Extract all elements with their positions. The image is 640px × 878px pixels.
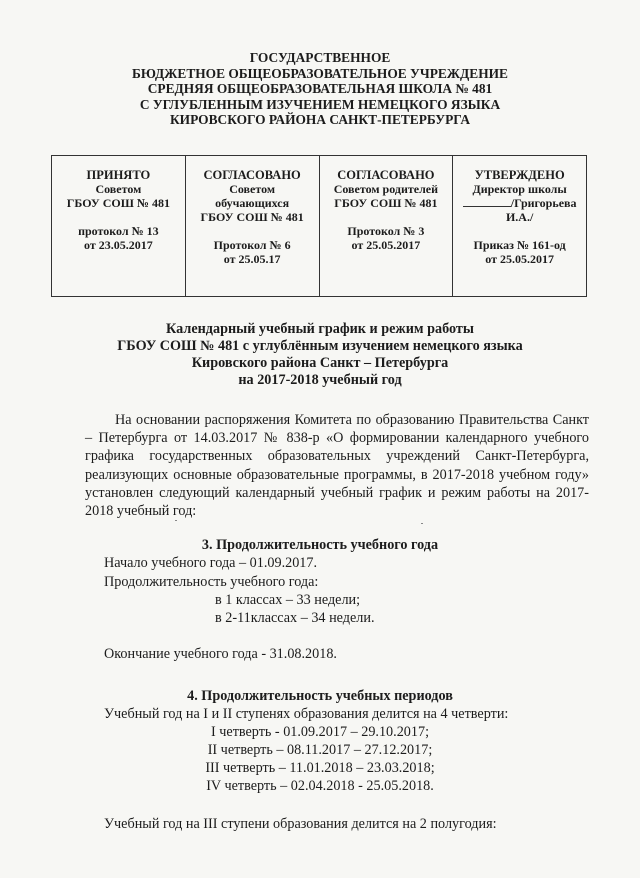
approval-line: И.А./ <box>505 210 534 224</box>
intro-paragraph: На основании распоряжения Комитета по образованию Правительства Санкт – Петербурга от 14.03.2017 № 838-р «О формировании календарного учебного графика государственных образовательных учреждений Санкт-Петербурга, реализующих основные образовательные программы, в 2017-2018 учебном году» установлен следующий календарный учебный график и режим работы на 2017-2018 учебный год: <box>85 412 589 520</box>
section4-heading: 4. Продолжительность учебных периодов <box>187 688 453 704</box>
approval-line: Советом родителей <box>333 182 439 196</box>
approval-accepted <box>52 156 186 297</box>
year-duration-label: Продолжительность учебного года: <box>104 574 319 590</box>
approval-parents-council <box>319 156 453 297</box>
approval-date: от 25.05.2017 <box>485 252 554 266</box>
approval-protocol: Протокол № 6 <box>213 238 291 252</box>
title-line: ГБОУ СОШ № 481 с углублённым изучением немецкого языка <box>117 338 523 354</box>
year-start: Начало учебного года – 01.09.2017. <box>104 555 318 571</box>
approval-date: от 25.05.2017 <box>351 238 421 252</box>
title-line: Календарный учебный график и режим работы <box>166 321 474 337</box>
approvals-table <box>51 155 587 297</box>
approval-line: ГБОУ СОШ № 481 <box>200 210 304 224</box>
header-line: С УГЛУБЛЕННЫМ ИЗУЧЕНИЕМ НЕМЕЦКОГО ЯЗЫКА <box>139 96 501 112</box>
section3-heading: 3. Продолжительность учебного года <box>201 537 439 553</box>
duration-grade2-11: в 2-11классах – 34 недели. <box>215 610 375 626</box>
approval-protocol: Приказ № 161-од <box>473 238 566 252</box>
quarters-intro: Учебный год на I и II ступенях образования делится на 4 четверти: <box>104 706 509 722</box>
header-line: ГОСУДАРСТВЕННОЕ <box>249 50 391 65</box>
school-header <box>0 50 640 128</box>
approval-line: обучающихся <box>215 196 290 210</box>
title-line: Кировского района Санкт – Петербурга <box>191 355 449 371</box>
quarter-1: I четверть - 01.09.2017 – 29.10.2017; <box>210 724 430 740</box>
approval-title: СОГЛАСОВАНО <box>337 168 435 182</box>
year-end: Окончание учебного года - 31.08.2018. <box>104 646 337 662</box>
signature-line <box>463 196 511 207</box>
approval-protocol: протокол № 13 <box>78 224 159 238</box>
approval-director <box>453 156 587 297</box>
approval-students-council <box>185 156 319 297</box>
duration-grade1: в 1 классах – 33 недели; <box>215 592 361 608</box>
director-name: /Григорьева <box>510 196 577 210</box>
approval-line: Советом <box>229 182 276 196</box>
title-line: на 2017-2018 учебный год <box>238 372 402 388</box>
quarter-3: III четверть – 11.01.2018 – 23.03.2018; <box>205 760 435 776</box>
approval-title: ПРИНЯТО <box>86 168 151 182</box>
approval-protocol: Протокол № 3 <box>347 224 425 238</box>
halves-intro: Учебный год на III ступени образования делится на 2 полугодия: <box>104 816 497 832</box>
approval-line: ГБОУ СОШ № 481 <box>334 196 438 210</box>
approval-title: УТВЕРЖДЕНО <box>474 168 565 182</box>
approval-date: от 25.05.17 <box>223 252 281 266</box>
approval-line: ГБОУ СОШ № 481 <box>66 196 170 210</box>
approval-title: СОГЛАСОВАНО <box>203 168 301 182</box>
approval-line: Советом <box>95 182 142 196</box>
quarter-4: IV четверть – 02.04.2018 - 25.05.2018. <box>206 778 434 794</box>
approval-date: от 23.05.2017 <box>84 238 153 252</box>
header-line: СРЕДНЯЯ ОБЩЕОБРАЗОВАТЕЛЬНАЯ ШКОЛА № 481 <box>147 81 493 96</box>
quarter-2: II четверть – 08.11.2017 – 27.12.2017; <box>207 742 433 758</box>
header-line: БЮДЖЕТНОЕ ОБЩЕОБРАЗОВАТЕЛЬНОЕ УЧРЕЖДЕНИЕ <box>132 65 508 81</box>
header-line: КИРОВСКОГО РАЙОНА САНКТ-ПЕТЕРБУРГА <box>169 112 471 127</box>
document-title <box>0 321 640 389</box>
approval-line: Директор школы <box>472 182 567 196</box>
